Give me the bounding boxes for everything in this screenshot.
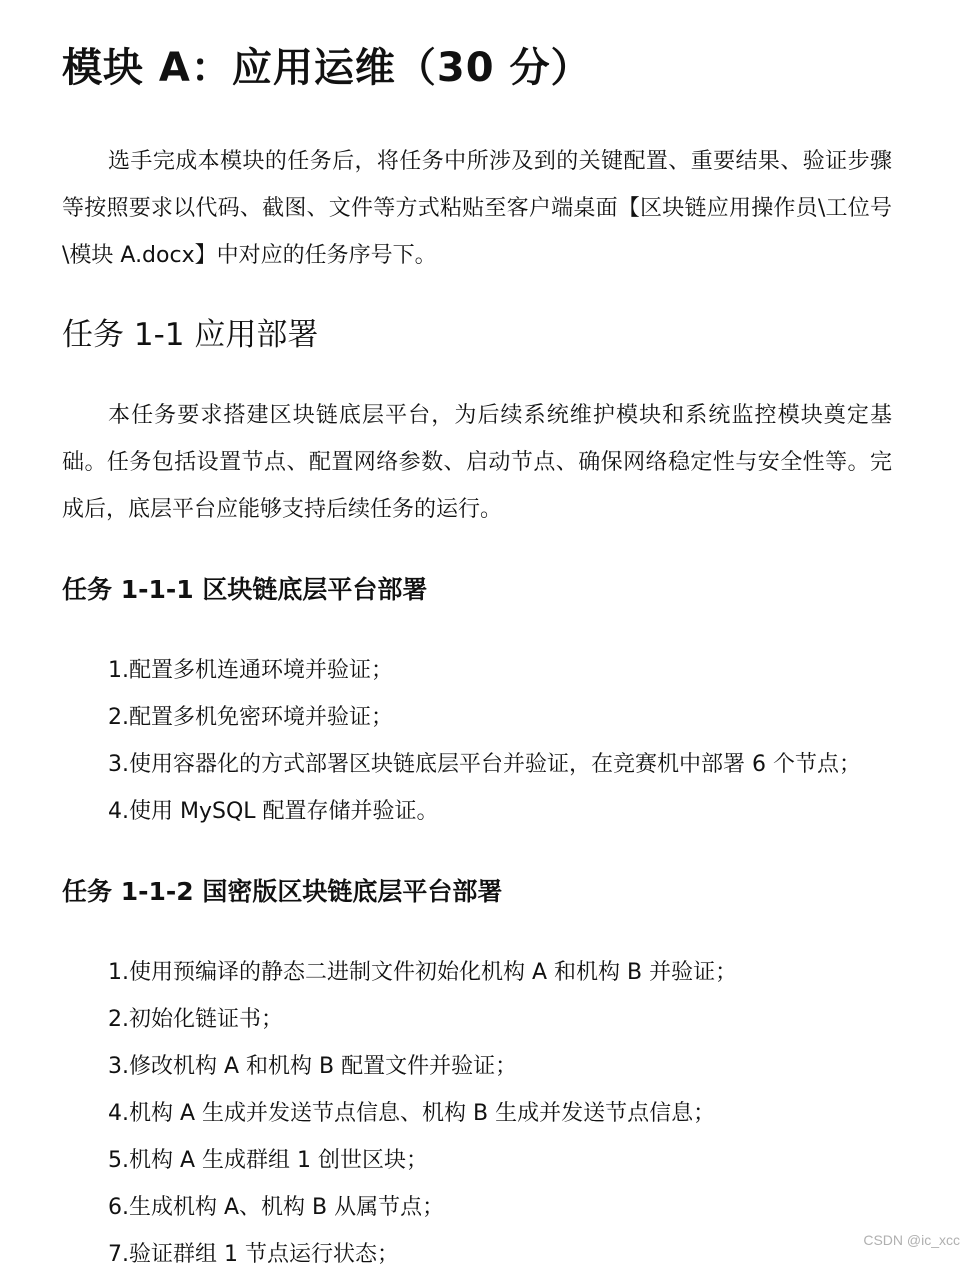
module-title: 模块 A：应用运维（30 分） bbox=[62, 45, 592, 91]
list-item: 3.修改机构 A 和机构 B 配置文件并验证； bbox=[108, 1054, 518, 1079]
task-1-1-2-list bbox=[108, 949, 898, 1278]
list-item: 5.机构 A 生成群组 1 创世区块； bbox=[108, 1148, 429, 1173]
task-1-1-1-list bbox=[108, 647, 898, 835]
list-item: 2.初始化链证书； bbox=[108, 1007, 283, 1032]
list-item: 7.验证群组 1 节点运行状态； bbox=[108, 1242, 399, 1267]
list-item: 1.使用预编译的静态二进制文件初始化机构 A 和机构 B 并验证； bbox=[108, 960, 738, 985]
list-item: 2.配置多机免密环境并验证； bbox=[108, 705, 393, 730]
list-item: 1.配置多机连通环境并验证； bbox=[108, 658, 393, 683]
task-1-1-description: 本任务要求搭建区块链底层平台，为后续系统维护模块和系统监控模块奠定基础。任务包括设置节点、配置网络参数、启动节点、确保网络稳定性与安全性等。完成后，底层平台应能够支持后续任务的运行。 bbox=[62, 403, 892, 522]
csdn-watermark: CSDN @ic_xcc bbox=[863, 1232, 960, 1248]
list-item: 6.生成机构 A、机构 B 从属节点； bbox=[108, 1195, 445, 1220]
list-item: 4.机构 A 生成并发送节点信息、机构 B 生成并发送节点信息； bbox=[108, 1101, 716, 1126]
task-1-1-1-heading: 任务 1-1-1 区块链底层平台部署 bbox=[62, 575, 428, 604]
task-1-1-heading: 任务 1-1 应用部署 bbox=[62, 317, 319, 353]
list-item: 4.使用 MySQL 配置存储并验证。 bbox=[108, 799, 439, 824]
list-item: 3.使用容器化的方式部署区块链底层平台并验证，在竞赛机中部署 6 个节点； bbox=[108, 752, 861, 777]
intro-paragraph: 选手完成本模块的任务后，将任务中所涉及到的关键配置、重要结果、验证步骤等按照要求以代码、截图、文件等方式粘贴至客户端桌面【区块链应用操作员\工位号\模块 A.docx】中对应的任务序号下。 bbox=[62, 149, 892, 268]
task-1-1-2-heading: 任务 1-1-2 国密版区块链底层平台部署 bbox=[62, 877, 503, 906]
